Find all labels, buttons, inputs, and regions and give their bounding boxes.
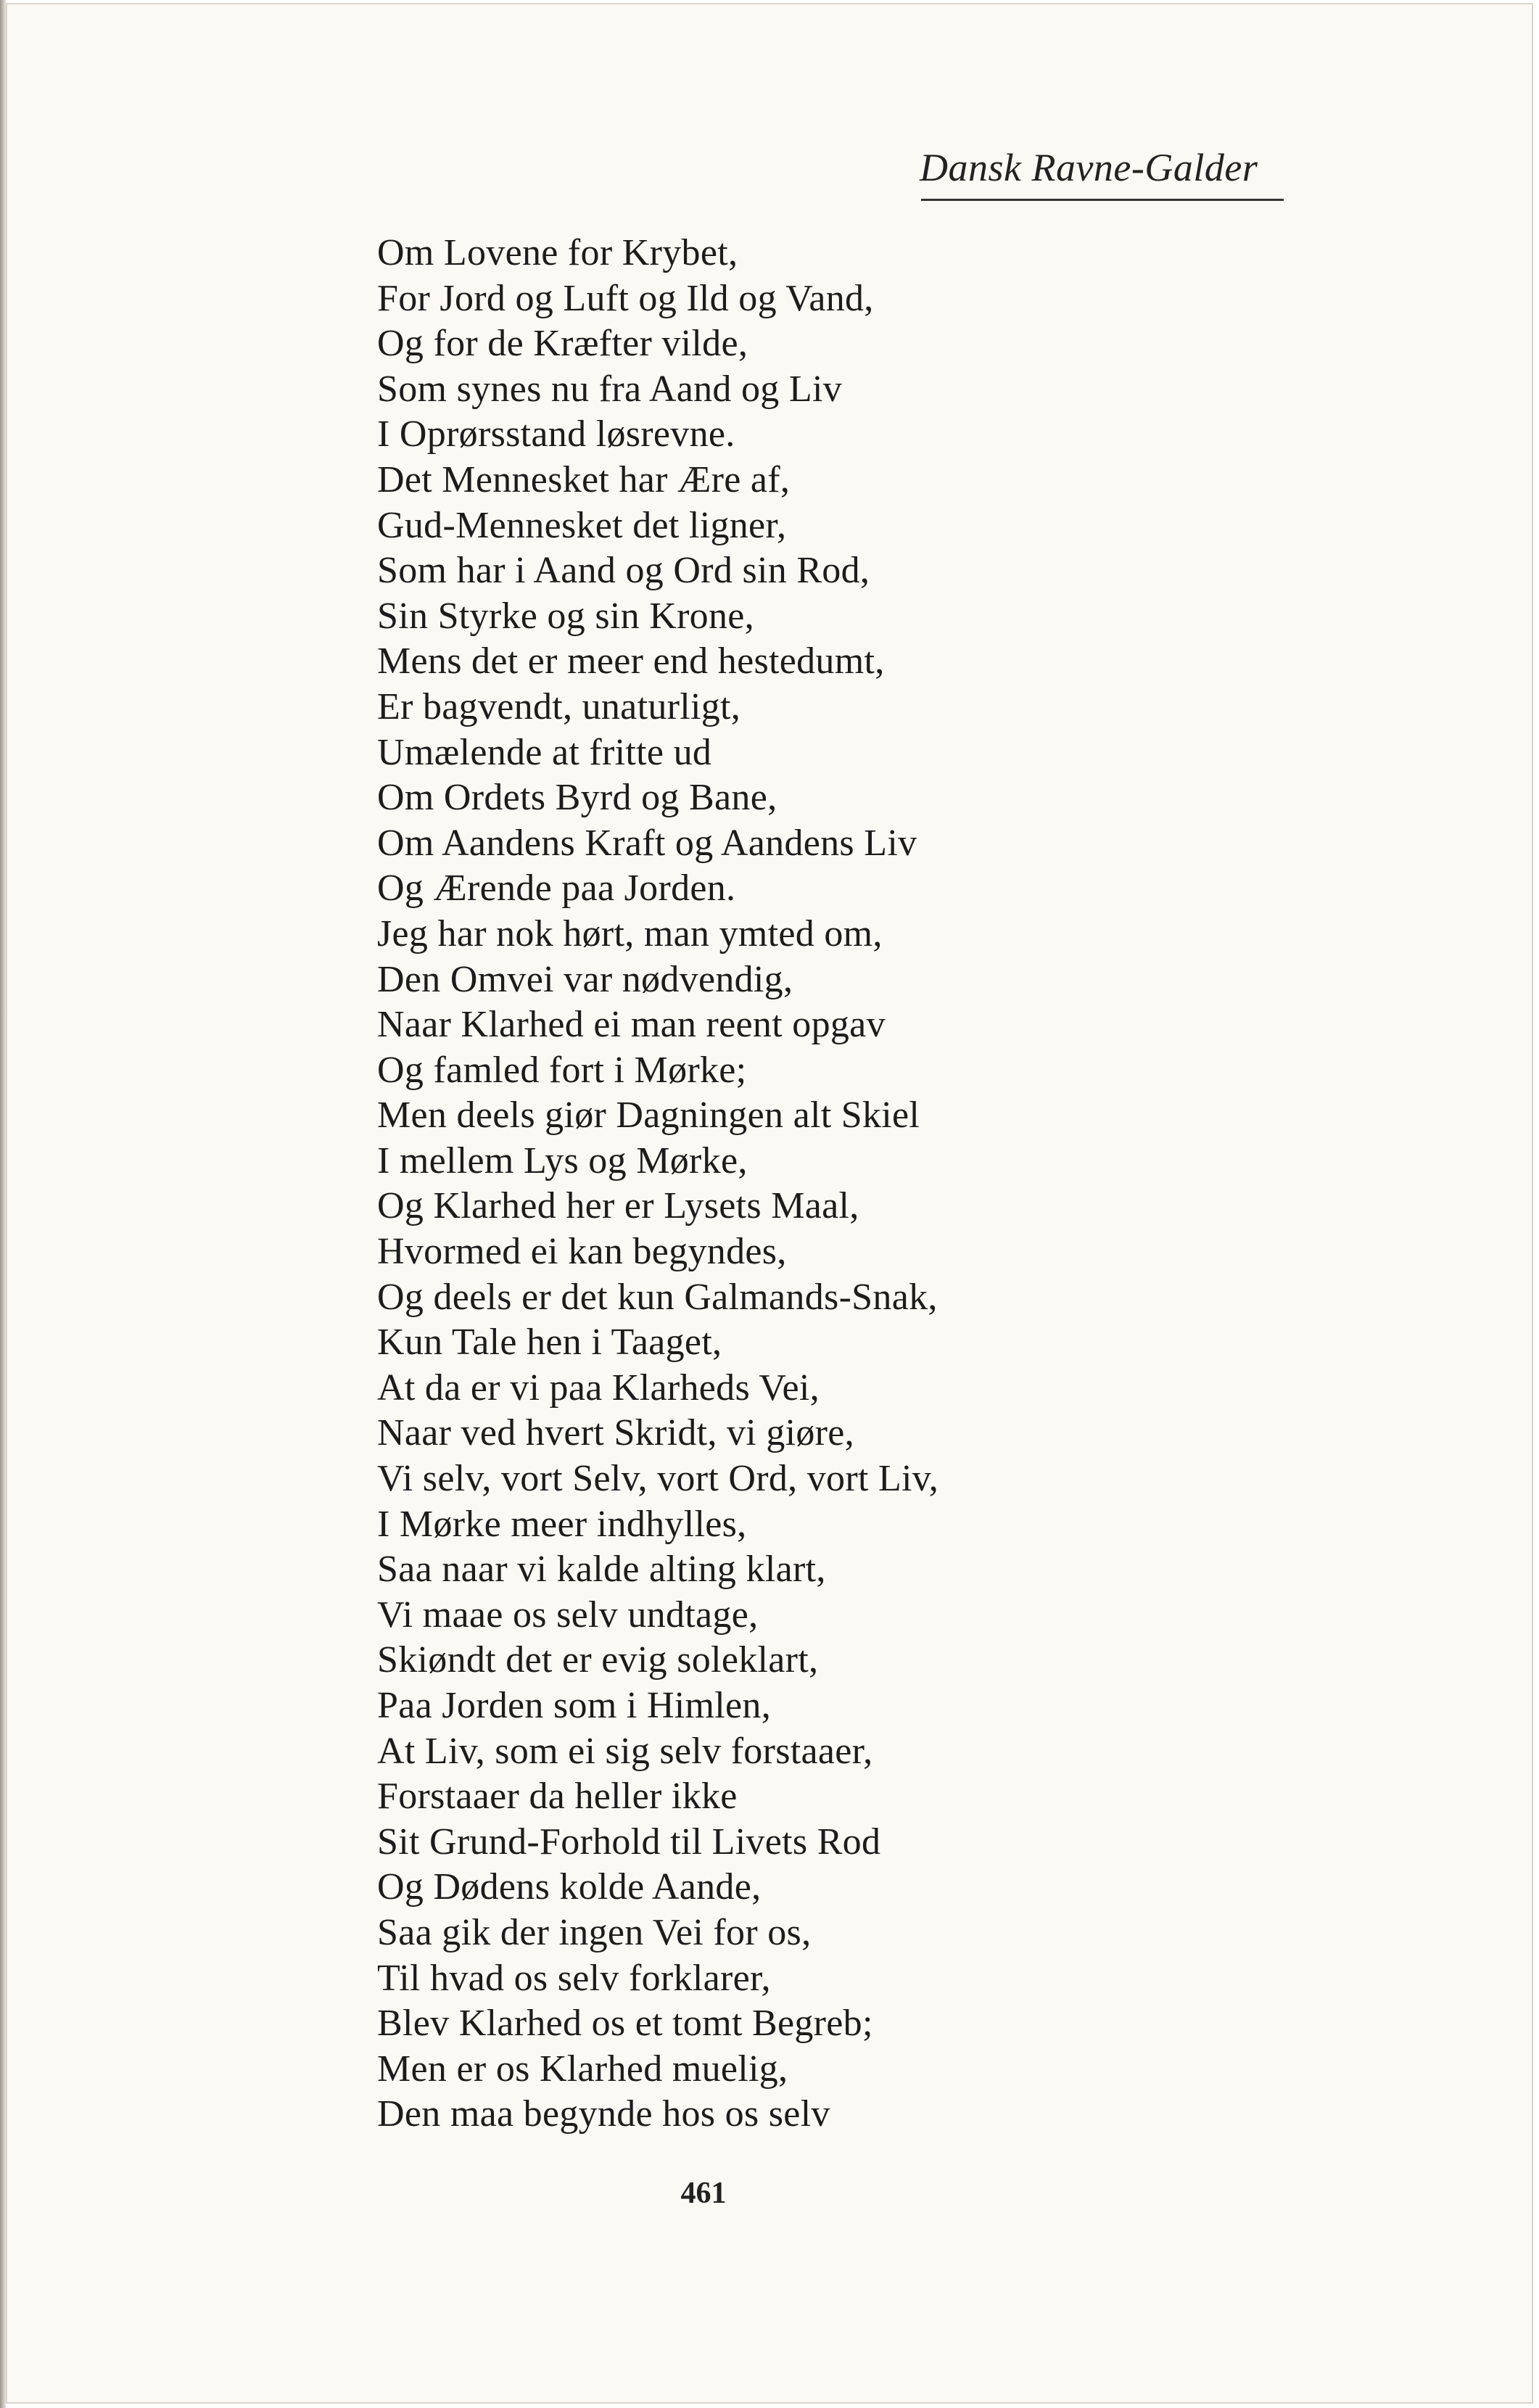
poem-line: Saa gik der ingen Vei for os, [377,1911,812,1953]
running-title: Dansk Ravne-Galder [920,146,1258,189]
poem-line: Som synes nu fra Aand og Liv [377,368,843,410]
scan-edge [0,0,6,2408]
poem-line: Naar ved hvert Skridt, vi giøre, [377,1412,854,1454]
poem-line: Forstaaer da heller ikke [377,1776,738,1818]
poem-line: Og for de Kræfter vilde, [377,323,748,365]
poem-line: Mens det er meer end hestedumt, [377,640,885,683]
poem-line: Umælende at fritte ud [377,731,712,773]
poem-line: Det Mennesket har Ære af, [377,458,791,500]
poem-line: Blev Klarhed os et tomt Begreb; [377,2003,873,2045]
poem-line: Om Aandens Kraft og Aandens Liv [377,822,917,864]
poem-line: Men deels giør Dagningen alt Skiel [377,1094,920,1137]
poem-line: I Oprørsstand løsrevne. [377,413,735,455]
poem-line: Sin Styrke og sin Krone, [377,595,754,637]
poem-line: Gud-Mennesket det ligner, [377,504,787,546]
poem-line: Om Lovene for Krybet, [377,232,738,273]
poem-line: Men er os Klarhed muelig, [377,2048,788,2090]
poem-line: Som har i Aand og Ord sin Rod, [377,550,870,592]
poem-line: Vi selv, vort Selv, vort Ord, vort Liv, [377,1458,939,1500]
poem-line: Sit Grund-Forhold til Livets Rod [377,1821,881,1863]
poem-line: Til hvad os selv forklarer, [377,1957,771,1999]
poem-line: Den Omvei var nødvendig, [377,958,793,1000]
poem-line: Den maa begynde hos os selv [377,2093,830,2135]
page-number: 461 [680,2177,727,2210]
poem-line: I mellem Lys og Mørke, [377,1139,748,1182]
header-rule [921,199,1284,201]
poem-line: At da er vi paa Klarheds Vei, [377,1366,820,1409]
poem-line: Hvormed ei kan begyndes, [377,1231,787,1273]
poem-line: I Mørke meer indhylles, [377,1503,747,1545]
poem-line: Skiøndt det er evig soleklart, [377,1639,819,1681]
poem-line: At Liv, som ei sig selv forstaaer, [377,1730,873,1772]
poem-text [377,231,938,2137]
poem-line: Naar Klarhed ei man reent opgav [377,1004,886,1046]
poem-line: Og Dødens kolde Aande, [377,1866,762,1908]
poem-line: Kun Tale hen i Taaget, [377,1321,722,1364]
poem-line: Og deels er det kun Galmands-Snak, [377,1276,938,1318]
poem-line: Og Klarhed her er Lysets Maal, [377,1185,859,1227]
poem-line: Er bagvendt, unaturligt, [377,685,741,727]
poem-line: Saa naar vi kalde alting klart, [377,1549,826,1591]
poem-line: For Jord og Luft og Ild og Vand, [377,277,874,319]
poem-line: Vi maae os selv undtage, [377,1593,759,1636]
poem-line: Og famled fort i Mørke; [377,1049,747,1091]
poem-line: Og Ærende paa Jorden. [377,867,736,910]
poem-line: Paa Jorden som i Himlen, [377,1685,772,1726]
poem-line: Om Ordets Byrd og Bane, [377,777,777,819]
poem-line: Jeg har nok hørt, man ymted om, [377,912,883,954]
